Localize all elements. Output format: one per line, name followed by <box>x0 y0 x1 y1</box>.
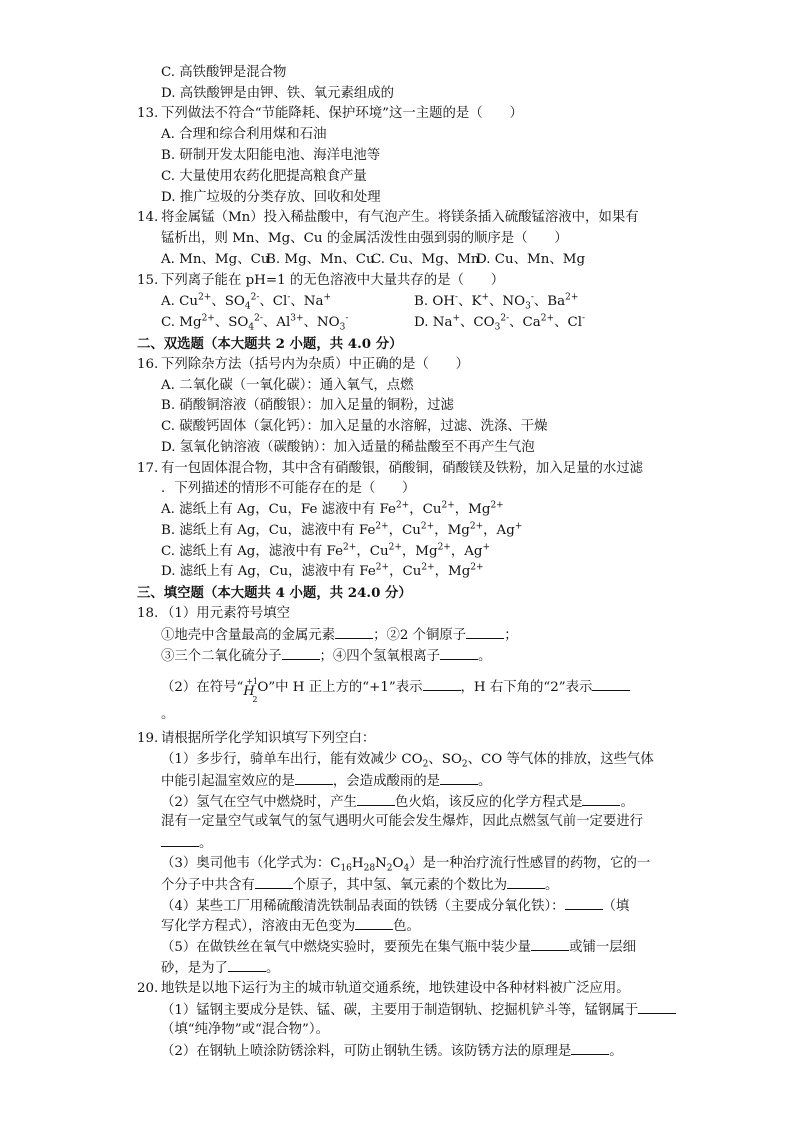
q16-option-c: C. 碳酸钙固体（氯化钙）：加入足量的水溶解，过滤、洗涤、干燥 <box>161 419 548 434</box>
q12-option-c: C. 高铁酸钾是混合物 <box>161 65 287 80</box>
answer-blank[interactable] <box>507 876 545 889</box>
q17-number: 17. <box>137 461 159 476</box>
q19-number: 19. <box>137 731 159 746</box>
q15-option-c: C. $Mg^{2+}$、$SO_4^{2-}$、$Al^{3+}$、$NO_3^-$ <box>161 313 349 333</box>
answer-blank[interactable] <box>335 626 373 639</box>
q20-line1: （1）锰钢主要成分是铁、锰、碳，主要用于制造钢轨、挖掘机铲斗等，锰钢属于 <box>161 1001 676 1020</box>
q19-line7: 个分子中共含有 个原子，其中氢、氧元素的个数比为 。 <box>161 878 559 893</box>
q16-option-b: B. 硝酸铜溶液（硝酸银）：加入足量的铜粉，过滤 <box>161 398 454 413</box>
q19-line11: 砂，是为了 。 <box>161 961 280 976</box>
q15-number: 15. <box>137 273 159 288</box>
q18-end-period: 。 <box>161 707 175 722</box>
chemical-symbol-h2o: +1 H 2 <box>243 676 259 704</box>
q17-option-d: D. 滤纸上有 Ag，Cu，滤液中有 $Fe^{2+}$，$Cu^{2+}$，$Mg^{2+}$ <box>161 562 484 579</box>
answer-blank[interactable] <box>282 647 320 660</box>
q17-option-c: C. 滤纸上有 Ag，滤液中有 $Fe^{2+}$，$Cu^{2+}$，$Mg^{2+}$，Ag+ <box>161 542 491 559</box>
answer-blank[interactable] <box>531 938 569 951</box>
q18-line-a: ①地壳中含量最高的金属元素 ；②2 个铜原子 ； <box>161 628 518 643</box>
q18-part1-title: （1）用元素符号填空 <box>161 606 291 621</box>
q15-options-row2 <box>161 314 585 332</box>
q19-line4: 混有一定量空气或氧气的氢气遇明火可能会发生爆炸，因此点燃氢气前一定要进行 <box>161 814 644 829</box>
answer-blank[interactable] <box>228 959 266 972</box>
q19-stem: 请根据所学化学知识填写下列空白： <box>161 731 376 746</box>
q19-line9: 写化学方程式），溶液由无色变为 色。 <box>161 919 420 934</box>
answer-blank[interactable] <box>423 678 461 691</box>
section-3-title: 三、填空题（本大题共 4 小题，共 24.0 分） <box>137 585 412 601</box>
q16-stem: 下列除杂方法（括号内为杂质）中正确的是（ ） <box>161 357 469 372</box>
answer-blank[interactable] <box>440 647 478 660</box>
q19-line8: （4）某些工厂用稀硫酸清洗铁制品表面的铁锈（主要成分氧化铁）： （填 <box>161 899 630 914</box>
answer-blank[interactable] <box>357 793 395 806</box>
q13-option-a: A. 合理和综合利用煤和石油 <box>161 127 327 142</box>
q14-options <box>161 251 586 269</box>
q17-stem-line2: ．下列描述的情形不可能存在的是（ ） <box>161 481 416 496</box>
q12-option-d: D. 高铁酸钾是由钾、铁、氧元素组成的 <box>161 86 395 101</box>
q14-option-d: D. Cu、Mn、Mg <box>476 252 586 267</box>
q15-option-a: A. $Cu^{2+}$、$SO_4^{2-}$、Cl-、Na+ <box>161 292 332 312</box>
q14-number: 14. <box>137 210 159 225</box>
q17-stem-line1: 有一包固体混合物，其中含有硝酸银，硝酸铜，硝酸镁及铁粉，加入足量的水过滤 <box>161 461 644 476</box>
answer-blank[interactable] <box>592 678 630 691</box>
q15-option-d: D. Na+、$CO_3^{2-}$、$Ca^{2+}$、Cl- <box>414 313 586 333</box>
q14-stem-line1: 将金属锰（Mn）投入稀盐酸中，有气泡产生。将镁条插入硫酸锰溶液中，如果有 <box>161 210 639 225</box>
q16-option-d: D. 氢氧化钠溶液（碳酸钠）：加入适量的稀盐酸至不再产生气泡 <box>161 440 535 455</box>
q13-option-d: D. 推广垃圾的分类存放、回收和处理 <box>161 190 381 205</box>
q15-options-row1 <box>161 293 578 311</box>
q16-option-a: A. 二氧化碳（一氧化碳）：通入氧气，点燃 <box>161 378 414 393</box>
q14-stem-line2: 锰析出，则 Mn、Mg、Cu 的金属活泼性由强到弱的顺序是（ ） <box>161 231 568 246</box>
answer-blank[interactable] <box>582 793 620 806</box>
answer-blank[interactable] <box>440 772 478 785</box>
q14-option-a: A. Mn、Mg、Cu <box>161 252 270 267</box>
section-2-title: 二、双选题（本大题共 2 小题，共 4.0 分） <box>137 336 403 352</box>
q19-line6: （3）奥司他韦（化学式为：$C_{16}H_{28}N_2O_4$）是一种治疗流行性感冒的药物，它的一 <box>161 856 651 874</box>
q15-option-b: B. OH-、K+、$NO_3^-$、$Ba^{2+}$ <box>414 292 579 312</box>
q19-line2: 中能引起温室效应的是 ，会造成酸雨的是 。 <box>161 774 492 789</box>
q20-line3: （2）在钢轨上喷涂防锈涂料，可防止钢轨生锈。该防锈方法的原理是 。 <box>161 1044 623 1059</box>
q20-number: 20. <box>137 981 159 996</box>
q19-line3: （2）氢气在空气中燃烧时，产生 色火焰，该反应的化学方程式是 。 <box>161 795 634 810</box>
answer-blank[interactable] <box>255 876 293 889</box>
answer-blank[interactable] <box>161 834 199 847</box>
q18-number: 18. <box>137 606 159 621</box>
q13-option-b: B. 研制开发太阳能电池、海洋电池等 <box>161 148 381 163</box>
q20-line2: （填“纯净物”或“混合物”）。 <box>161 1022 329 1037</box>
answer-blank[interactable] <box>571 1042 609 1055</box>
q20-stem: 地铁是以地下运行为主的城市轨道交通系统，地铁建设中各种材料被广泛应用。 <box>161 981 630 996</box>
q15-stem: 下列离子能在 pH=1 的无色溶液中大量共存的是（ ） <box>161 273 505 288</box>
q14-option-c: C. Cu、Mg、Mn <box>371 252 480 267</box>
q13-stem: 下列做法不符合“节能降耗、保护环境”这一主题的是（ ） <box>161 106 523 121</box>
q19-line10: （5）在做铁丝在氧气中燃烧实验时，要预先在集气瓶中装少量 或铺一层细 <box>161 940 637 955</box>
answer-blank[interactable] <box>355 917 393 930</box>
answer-blank[interactable] <box>638 1001 676 1014</box>
q17-option-b: B. 滤纸上有 Ag，Cu，滤液中有 $Fe^{2+}$，$Cu^{2+}$，$Mg^{2+}$，Ag+ <box>161 521 523 538</box>
q13-option-c: C. 大量使用农药化肥提高粮食产量 <box>161 169 367 184</box>
answer-blank[interactable] <box>466 626 504 639</box>
q19-line5: 。 <box>161 834 212 853</box>
answer-blank[interactable] <box>295 772 333 785</box>
q18-line-b: ③三个二氧化硫分子 ；④四个氢氧根离子 。 <box>161 649 492 664</box>
q19-line1: （1）多步行，骑单车出行，能有效减少 $CO_2$、$SO_2$、CO 等气体的排放，这些气体 <box>161 752 654 770</box>
q14-option-b: B. Mg、Mn、Cu <box>266 252 375 267</box>
q13-number: 13. <box>137 106 159 121</box>
q18-part2: （2）在符号“ +1 H 2 O”中 H 正上方的“+1”表示 ，H 右下角的“2”表示 <box>161 678 630 697</box>
q16-number: 16. <box>137 357 159 372</box>
q17-option-a: A. 滤纸上有 Ag，Cu，Fe 滤液中有 $Fe^{2+}$，$Cu^{2+}$，$Mg^{2+}$ <box>161 500 504 517</box>
answer-blank[interactable] <box>565 897 603 910</box>
